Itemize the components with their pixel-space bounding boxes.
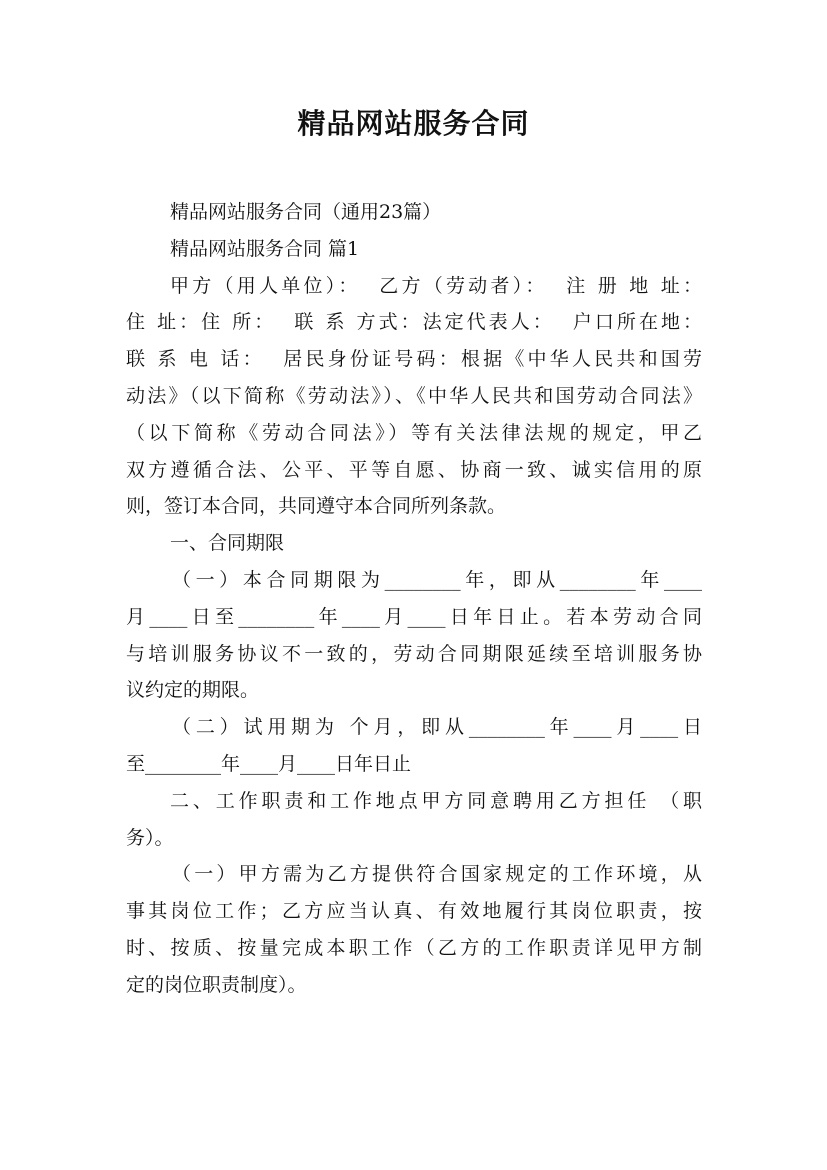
paragraph-line: 时、按质、按量完成本职工作（乙方的工作职责详见甲方制 xyxy=(126,936,702,959)
paragraph-line: 住 址：住 所： 联 系 方式：法定代表人： 户口所在地： xyxy=(126,311,702,334)
paragraph-line: 则，签订本合同，共同遵守本合同所列条款。 xyxy=(126,495,507,518)
document-title: 精品网站服务合同 xyxy=(297,107,530,140)
section-heading: 一、合同期限 xyxy=(170,532,285,555)
section-heading: 二、工作职责和工作地点甲方同意聘用乙方担任 （职 xyxy=(170,789,702,812)
paragraph-line: 议约定的期限。 xyxy=(126,679,260,702)
paragraph-line: 双方遵循合法、公平、平等自愿、协商一致、诚实信用的原 xyxy=(126,458,702,481)
paragraph-line: （一）甲方需为乙方提供符合国家规定的工作环境，从 xyxy=(172,863,702,886)
document-body xyxy=(126,194,702,1004)
paragraph-line: 与培训服务协议不一致的，劳动合同期限延续至培训服务协 xyxy=(126,642,702,665)
paragraph-line: 事其岗位工作；乙方应当认真、有效地履行其岗位职责，按 xyxy=(126,900,702,923)
paragraph-line: （以下简称《劳动合同法》）等有关法律法规的规定，甲乙 xyxy=(126,421,702,444)
paragraph-line: 甲方（用人单位）： 乙方（劳动者）： 注 册 地 址： xyxy=(170,274,702,297)
subtitle-line: 精品网站服务合同（通用23篇） xyxy=(170,201,442,223)
paragraph-line: 月____日至________年____月____日年日止。若本劳动合同 xyxy=(126,605,702,628)
paragraph-line: 定的岗位职责制度）。 xyxy=(126,973,307,996)
paragraph-line: （二）试用期为 个月，即从________年____月____日 xyxy=(172,716,702,739)
paragraph-line: 至________年____月____日年日止 xyxy=(126,752,412,775)
paragraph-line: 务）。 xyxy=(126,826,174,849)
article-heading: 精品网站服务合同 篇1 xyxy=(170,237,360,260)
paragraph-line: 联 系 电 话： 居民身份证号码：根据《中华人民共和国劳 xyxy=(126,348,702,371)
paragraph-line: 动法》（以下简称《劳动法》）、《中华人民共和国劳动合同法》 xyxy=(126,384,702,407)
paragraph-line: （一）本合同期限为________年，即从________年____ xyxy=(172,568,702,591)
